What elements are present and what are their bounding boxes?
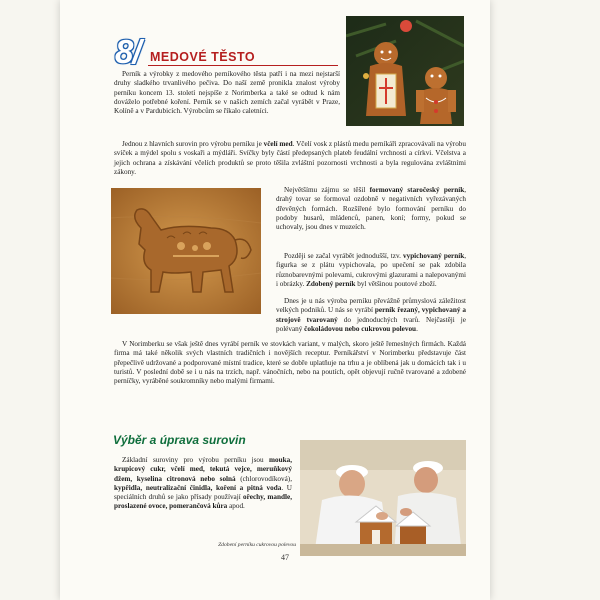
top-photo [346, 16, 464, 126]
paragraph-nuremberg: V Norimberku se však ještě dnes vyrábí perník ve stovkách variant, v malých, skoro ještě řemeslných firmách. Každá firma má také několik svých vlastních tradičních i novějších receptur. Perníkářství v Norimberku představuje část přepečlivě udržované a podporované místní tradice, které se dobře uplatňuje na trhu a je oblíbená jak u domácích tak i u turistů. V poslední době se i u nás na trzích, např. vánočních, nebo na poutích, opět objevují ručně tvarované a zdobené perníčky, vyráběné soukromníky nebo malými firmami. [114, 340, 466, 386]
paragraph-intro: Perník a výrobky z medového perníkového těsta patří i na mezi nejstarší druhy sladkého trvanlivého pečiva. Do naší země pronikla znalost výroby perníku koncem 13. století nejspíše z Norimberka a také se odtud k nám dováželo potřebné koření. Perník se v našich zemích začal vyrábět v Praze, Kolíně a v Pardubicích. Výrobcům se říkalo caletníci. [114, 70, 340, 116]
bottom-photo [300, 440, 466, 556]
paragraph-ingredients: Základní suroviny pro výrobu perníku jsou mouka, krupicový cukr, včelí med, tekutá vejce, meruňkový džem, kyselina citronová nebo solná (chlorovodíková), kypřidla, neutralizační činidla, koření a pitná voda. U speciálních druhů se jako přísady používají ořechy, mandle, proslazené ovoce, pomerančová kůra apod. [114, 456, 292, 511]
page-number: 47 [281, 553, 289, 562]
section-title: Výběr a úprava surovin [113, 433, 246, 447]
paragraph-cut: Později se začal vyrábět jednodušší, tzv. vypichovaný perník, figurka se z plátu vypichovala, po upečení se pak zdobila různobarevnými polevami, cukrovými glazurami a nalepovanými i obrázky. Zdobený perník byl většinou poutové zboží. [276, 252, 466, 288]
paragraph-honey: Jednou z hlavních surovin pro výrobu perníku je včelí med. Včelí vosk z plástů medu perníkáři zpracovávali na výrobu svíček a mýdel spolu s voskaři a mýdláři. Svíčky byly částí předepsaných plateb feudální vrchnosti a církvi. Včelstva a jejich ochrana a získávání včelích produktů se proto těšila zvláštní pozornosti vrchnosti a byla regulována zvláštními zákony. [114, 140, 466, 176]
chapter-number: 8/ [115, 33, 141, 70]
mould-photo [111, 188, 261, 314]
chapter-title: MEDOVÉ TĚSTO [150, 50, 256, 64]
paragraph-formed: Největšímu zájmu se těšil formovaný staročeský perník, drahý tovar se formoval ozdobně v negativních vyřezávaných dřevěných formách. Rozšířené bylo formování perníku do podoby husarů, mládenců, panen, koní; formy, pokud se uchovaly, jsou dnes v muzeích. [276, 186, 466, 232]
paragraph-today: Dnes je u nás výroba perníku převážně průmyslová záležitost velkých podniků. U nás se vyrábí perník řezaný, vypichovaný a strojově tvarovaný do jednoduchých tvarů. Nejčastěji je polévaný čokoládovou nebo cukrovou polevou. [276, 297, 466, 333]
photo-caption: Zdobení perníku cukrovou polevou [218, 542, 296, 548]
title-rule [148, 65, 338, 66]
